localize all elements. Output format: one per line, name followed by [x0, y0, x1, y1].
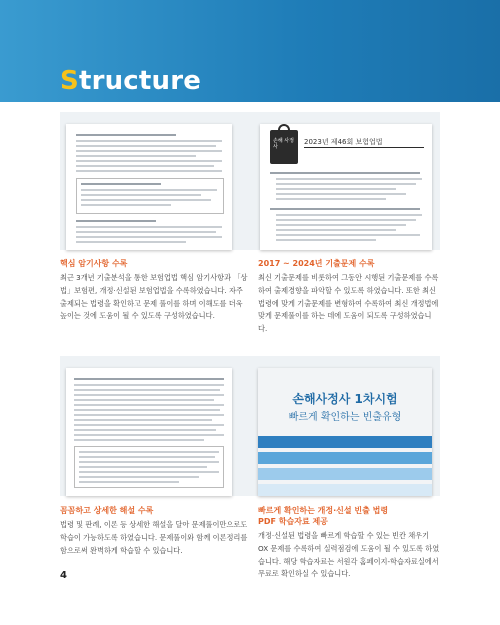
exam-lock-badge: 손해 사정사 [270, 130, 298, 164]
preview-pdf-cover [258, 368, 432, 496]
section-body-key-points: 최근 3개년 기출분석을 통한 보험업법 핵심 암기사항과 「상법」보험편, 개정·신설된 보험업법을 수록하였습니다. 자주 출제되는 법령을 확인하고 문제 풀이를 하며 이해도를 더욱 높이는 것에 도움이 될 수 있도록 구성하였습니다. [60, 273, 248, 321]
section-body-pdf: 개정·신설된 법령을 빠르게 학습할 수 있는 빈칸 채우기 OX 문제를 수록하여 실력점검에 도움이 될 수 있도록 하였습니다. 해당 학습자료는 서원각 홈페이지-학습자료실에서 무료로 확인하실 수 있습니다. [258, 531, 440, 579]
section-heading-explanations: 꼼꼼하고 상세한 해설 수록 [60, 506, 154, 515]
section-body-past-exams: 최신 기출문제를 비롯하여 그동안 시행된 기출문제를 수록하여 출제경향을 파악할 수 있도록 하였습니다. 또한 최신 법령에 맞게 기출문제를 변형하여 수록하여 최신 개정법에 맞게 문제풀이를 하는 데에 도움이 되도록 구성하였습니다. [258, 273, 439, 334]
cover-subtitle: 빠르게 확인하는 빈출유형 [288, 412, 402, 423]
section-heading-pdf: 빠르게 확인하는 개정·신설 빈출 법령 [258, 506, 389, 515]
section-body-explanations: 법령 및 판례, 이론 등 상세한 해설을 달아 문제풀이만으로도 학습이 가능하도록 하였습니다. 문제풀이와 함께 이론정리를 함으로써 완벽하게 학습할 수 있습니다. [60, 520, 248, 555]
preview-key-points-page [66, 124, 232, 250]
cover-stripe [258, 484, 432, 496]
page-number: 4 [60, 570, 67, 581]
section-heading-key-points: 핵심 암기사항 수록 [60, 259, 128, 268]
explanation-box [74, 446, 224, 488]
boxed-excerpt [76, 178, 224, 214]
cover-stripe [258, 468, 432, 480]
preview-explanation-page [66, 368, 232, 496]
page-title: Structure [60, 66, 202, 96]
preview-past-exam-page [260, 124, 432, 250]
cover-stripe [258, 452, 432, 464]
section-heading-past-exams: 2017 ~ 2024년 기출문제 수록 [258, 259, 375, 268]
section-heading-pdf-line2: PDF 학습자료 제공 [258, 517, 328, 526]
exam-title: 2023년 제46회 보험업법 [304, 136, 424, 148]
cover-title: 손해사정사 1차시험 [292, 392, 398, 406]
cover-stripe [258, 436, 432, 448]
